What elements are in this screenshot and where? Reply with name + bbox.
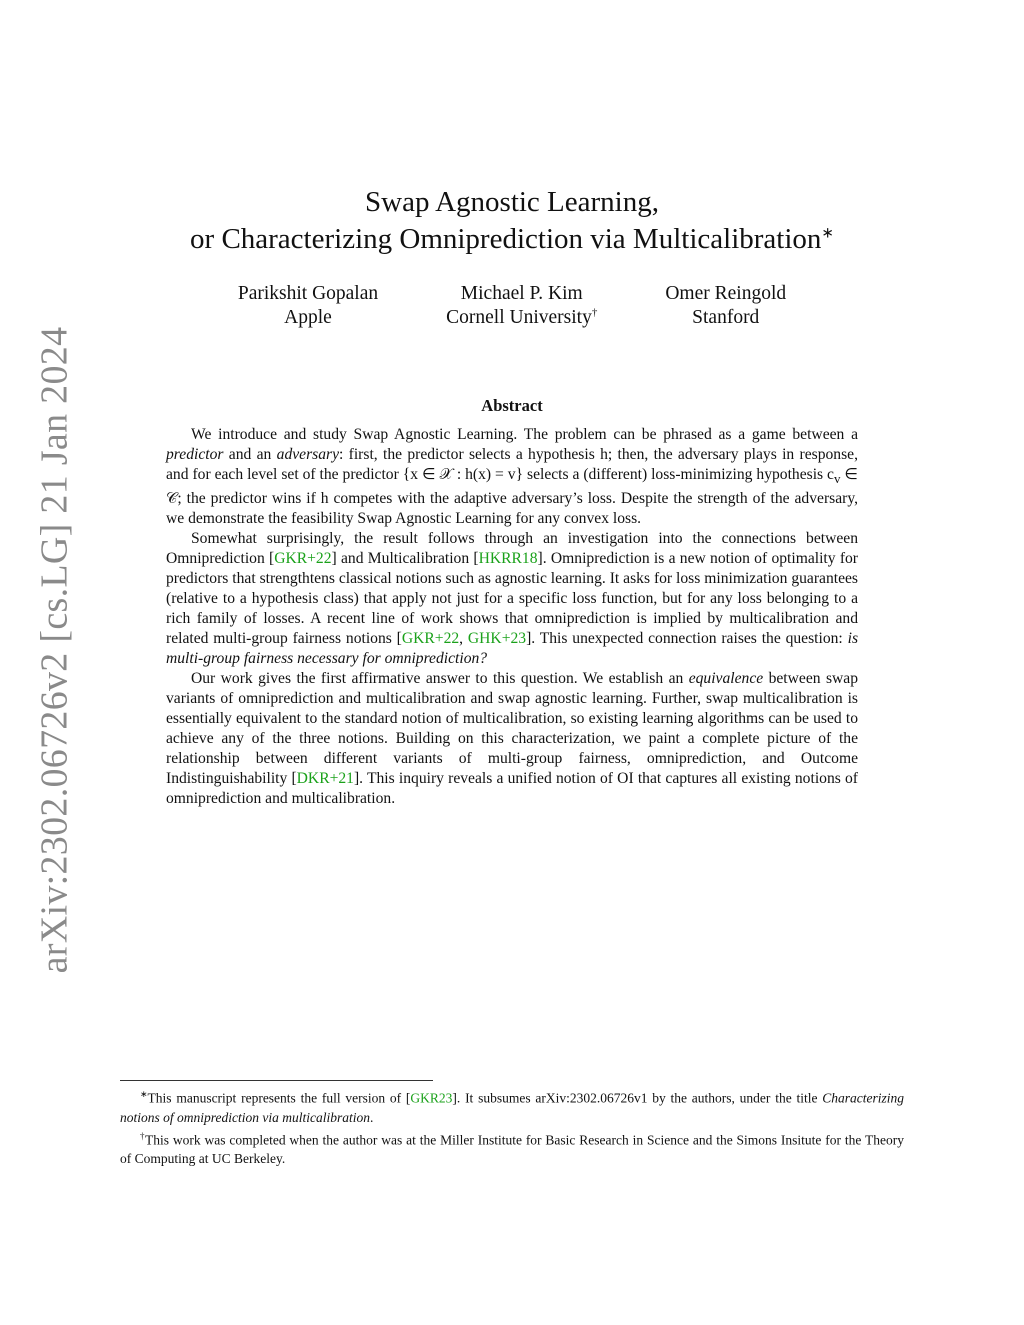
text-run: . (370, 1109, 374, 1125)
citation-link[interactable]: GKR+22 (401, 630, 460, 648)
emphasis-predictor: predictor (166, 446, 224, 463)
affiliation-text: Cornell University (446, 307, 592, 328)
emphasis-equivalence: equivalence (688, 670, 764, 688)
arxiv-identifier: arXiv:2302.06726v2 [cs.LG] 21 Jan 2024 (33, 326, 75, 974)
text-run: We introduce and study Swap Agnostic Learning. The problem can be phrased as a game between a (191, 426, 858, 443)
title-line-2 (120, 221, 904, 258)
author-kim (446, 282, 597, 330)
subscript-v: v (833, 471, 841, 487)
author-affiliation (446, 306, 597, 330)
arxiv-side-stamp (33, 326, 75, 974)
text-run: Our work gives the first affirmative answer to this question. We establish an (191, 670, 689, 688)
text-run: ]. This unexpected connection raises the question: (526, 630, 848, 648)
citation-link[interactable]: GHK+23 (467, 630, 527, 648)
text-run: ]. This inquiry reveals a unified notion of OI that captures all existing notions of omniprediction and multicalibration. (166, 770, 858, 808)
abstract-paragraph-2 (166, 529, 858, 669)
text-run: ∈ 𝒞; the predictor wins if h competes with the adaptive adversary’s loss. Despite the strength of the adversary, we demonstrate the feasibility Swap Agnostic Learning for any convex loss. (166, 466, 858, 528)
text-run: This manuscript represents the full version of [ (147, 1090, 411, 1106)
citation-link[interactable]: HKRR18 (478, 550, 538, 568)
emphasis-question: is multi-group fairness necessary for omniprediction? (166, 630, 859, 668)
title-line-1: Swap Agnostic Learning, (365, 186, 659, 218)
author-name: Michael P. Kim (460, 283, 583, 304)
abstract-paragraph-1 (166, 425, 858, 529)
text-run: Somewhat surprisingly, the result follows through an investigation into the connections between Omniprediction [ (166, 530, 858, 568)
author-affiliation: Stanford (692, 307, 760, 328)
text-run: and an (223, 446, 277, 463)
abstract-paragraph-3 (166, 669, 858, 809)
footnote-1 (120, 1085, 904, 1127)
text-run: between swap variants of omniprediction and multicalibration and swap agnostic learning. Further, swap multicalibration is essentially equivalent to the standard notion of multicalibration, so existing learning algorithms can be used to achieve any of the three notions. Building on this characterization, we paint a complete picture of the relationship between different variants of multi-group fairness, omniprediction, and Outcome Indistinguishability [ (166, 670, 858, 788)
citation-link[interactable]: GKR23 (410, 1090, 453, 1106)
author-name: Omer Reingold (665, 283, 787, 304)
affiliation-footnote-mark: † (591, 306, 598, 319)
emphasis-prior-title: Characterizing notions of omniprediction via multicalibration (120, 1090, 904, 1125)
text-run: ]. Omniprediction is a new notion of optimality for predictors that strengthtens classical notions such as agnostic learning. It asks for loss minimization guarantees (relative to a hypothesis class) that apply not just for a specific loss function, but for any loss belonging to a rich family of losses. A recent line of work shows that omniprediction is implied by multicalibration and related multi-group fairness notions [ (166, 550, 859, 648)
footnotes (120, 1085, 904, 1168)
text-run: ] and Multicalibration [ (331, 550, 479, 568)
author-name: Parikshit Gopalan (237, 283, 379, 304)
author-reingold (665, 282, 786, 330)
footnote-2 (120, 1127, 904, 1169)
citation-link[interactable]: GKR+22 (274, 550, 332, 568)
footnote-mark: ∗ (140, 1089, 148, 1099)
text-run: , (459, 630, 468, 648)
author-gopalan (238, 282, 378, 330)
abstract-heading: Abstract (481, 396, 543, 415)
title-footnote-mark: ∗ (821, 225, 834, 242)
paper-title (120, 184, 904, 258)
footnote-mark: † (140, 1130, 145, 1141)
author-list (120, 282, 904, 330)
abstract-body (166, 425, 858, 809)
emphasis-adversary: adversary (276, 446, 340, 463)
title-line-2-text: or Characterizing Omniprediction via Multicalibration (190, 223, 822, 255)
text-run: This work was completed when the author was at the Miller Institute for Basic Research in Science and the Simons Insitute for the Theory of Computing at UC Berkeley. (120, 1132, 905, 1166)
text-run: ]. It subsumes arXiv:2302.06726v1 by the authors, under the title (452, 1090, 823, 1106)
citation-link[interactable]: DKR+21 (296, 770, 354, 788)
text-run: : first, the predictor selects a hypothesis h; then, the adversary plays in response, and for each level set of the predictor {x ∈ 𝒳 : h(x) = v} selects a (different) loss-minimizing hypothesis c (166, 446, 858, 483)
footnote-divider (120, 1080, 433, 1081)
author-affiliation: Apple (284, 307, 332, 328)
